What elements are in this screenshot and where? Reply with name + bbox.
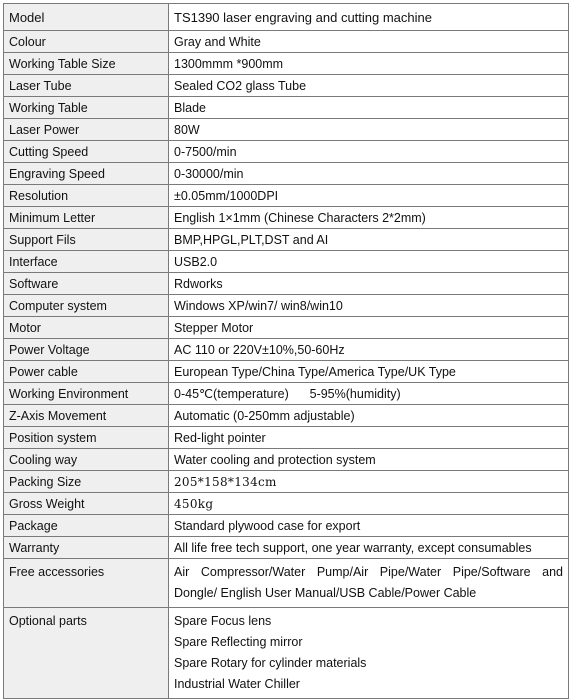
row-value: Windows XP/win7/ win8/win10	[169, 295, 569, 317]
row-value: Red-light pointer	[169, 427, 569, 449]
row-value: 205*158*134cm	[169, 471, 569, 493]
row-value: Rdworks	[169, 273, 569, 295]
row-value: 0-7500/min	[169, 141, 569, 163]
row-label: Laser Tube	[4, 75, 169, 97]
table-row	[4, 185, 569, 207]
table-row	[4, 427, 569, 449]
row-label: Software	[4, 273, 169, 295]
specification-table-body	[4, 4, 569, 699]
table-row	[4, 75, 569, 97]
row-label: Motor	[4, 317, 169, 339]
row-value: Standard plywood case for export	[169, 515, 569, 537]
row-value: Stepper Motor	[169, 317, 569, 339]
row-label: Warranty	[4, 537, 169, 559]
table-row-free-accessories	[4, 559, 569, 608]
row-label: Position system	[4, 427, 169, 449]
table-row	[4, 4, 569, 31]
optional-part-item: Spare Rotary for cylinder materials	[174, 656, 367, 670]
table-row	[4, 207, 569, 229]
row-label: Working Table	[4, 97, 169, 119]
row-value: USB2.0	[169, 251, 569, 273]
optional-part-item: Spare Focus lens	[174, 614, 272, 628]
row-value: English 1×1mm (Chinese Characters 2*2mm)	[169, 207, 569, 229]
row-label: Working Environment	[4, 383, 169, 405]
table-row	[4, 295, 569, 317]
row-label-optional-parts: Optional parts	[4, 608, 169, 699]
row-value: 0-45℃(temperature) 5-95%(humidity)	[169, 383, 569, 405]
row-label: Cooling way	[4, 449, 169, 471]
row-value: 0-30000/min	[169, 163, 569, 185]
table-row	[4, 339, 569, 361]
table-row	[4, 383, 569, 405]
row-label: Power Voltage	[4, 339, 169, 361]
row-label: Interface	[4, 251, 169, 273]
row-label: Engraving Speed	[4, 163, 169, 185]
row-label: Z-Axis Movement	[4, 405, 169, 427]
table-row	[4, 53, 569, 75]
row-label: Package	[4, 515, 169, 537]
specification-table	[3, 3, 569, 699]
row-value-optional-parts	[169, 608, 569, 699]
optional-part-item: Industrial Water Chiller	[174, 677, 300, 691]
table-row	[4, 97, 569, 119]
row-value: 80W	[169, 119, 569, 141]
table-row	[4, 515, 569, 537]
row-value: ±0.05mm/1000DPI	[169, 185, 569, 207]
table-row	[4, 251, 569, 273]
row-label: Resolution	[4, 185, 169, 207]
optional-part-item: Spare Reflecting mirror	[174, 635, 303, 649]
row-label: Laser Power	[4, 119, 169, 141]
table-row-optional-parts	[4, 608, 569, 699]
table-row	[4, 163, 569, 185]
table-row	[4, 405, 569, 427]
row-label: Power cable	[4, 361, 169, 383]
table-row	[4, 537, 569, 559]
row-label: Minimum Letter	[4, 207, 169, 229]
row-label: Gross Weight	[4, 493, 169, 515]
table-row	[4, 361, 569, 383]
table-row	[4, 119, 569, 141]
table-row	[4, 493, 569, 515]
row-value: BMP,HPGL,PLT,DST and AI	[169, 229, 569, 251]
row-value: Blade	[169, 97, 569, 119]
row-label: Working Table Size	[4, 53, 169, 75]
table-row	[4, 449, 569, 471]
table-row	[4, 471, 569, 493]
row-value: Water cooling and protection system	[169, 449, 569, 471]
table-row	[4, 31, 569, 53]
row-value: 1300mmm *900mm	[169, 53, 569, 75]
row-label: Model	[4, 4, 169, 31]
row-value: TS1390 laser engraving and cutting machine	[169, 4, 569, 31]
row-label: Colour	[4, 31, 169, 53]
row-value: AC 110 or 220V±10%,50-60Hz	[169, 339, 569, 361]
row-value: European Type/China Type/America Type/UK Type	[169, 361, 569, 383]
row-value: 450kg	[169, 493, 569, 515]
row-label: Cutting Speed	[4, 141, 169, 163]
row-label: Packing Size	[4, 471, 169, 493]
row-value: All life free tech support, one year warranty, except consumables	[169, 537, 569, 559]
row-value: Automatic (0-250mm adjustable)	[169, 405, 569, 427]
row-value-free-accessories: Air Compressor/Water Pump/Air Pipe/Water Pipe/Software and Dongle/ English User Manual/USB Cable/Power Cable	[169, 559, 569, 608]
row-label: Computer system	[4, 295, 169, 317]
row-value: Gray and White	[169, 31, 569, 53]
row-label-free-accessories: Free accessories	[4, 559, 169, 608]
row-label: Support Fils	[4, 229, 169, 251]
table-row	[4, 317, 569, 339]
table-row	[4, 273, 569, 295]
row-value: Sealed CO2 glass Tube	[169, 75, 569, 97]
table-row	[4, 229, 569, 251]
table-row	[4, 141, 569, 163]
